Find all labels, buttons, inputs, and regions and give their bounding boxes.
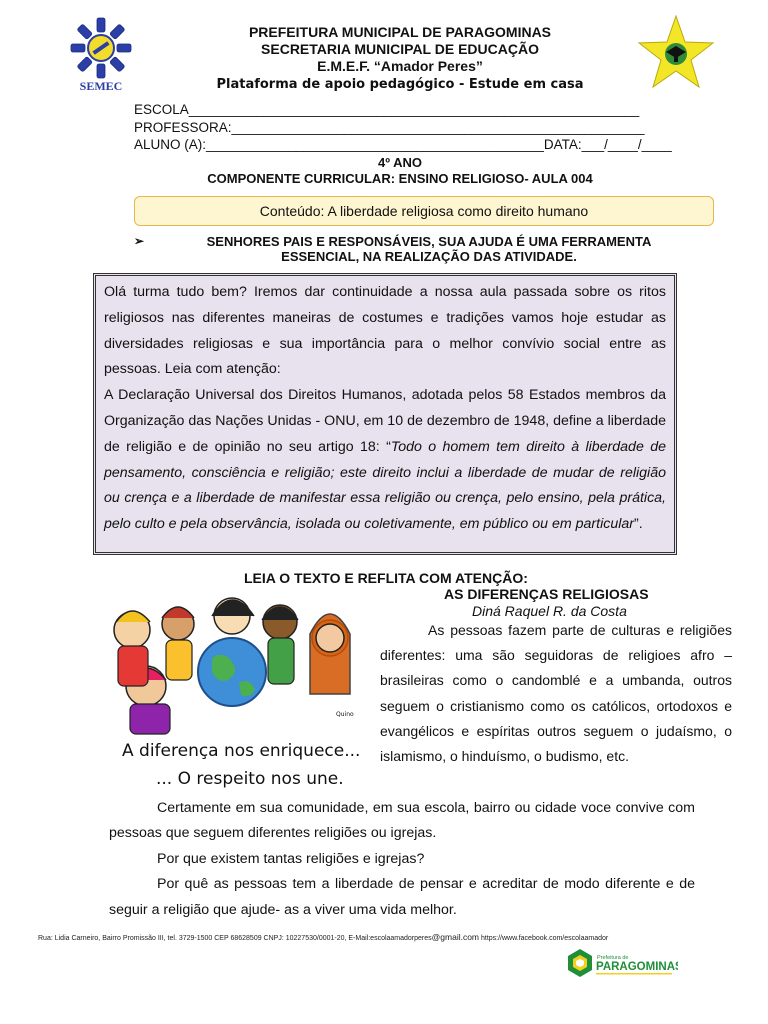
parents-notice-line1: SENHORES PAIS E RESPONSÁVEIS, SUA AJUDA É UMA FERRAMENTA (206, 234, 652, 249)
declaration-end: ”. (633, 516, 643, 533)
school-star-logo (636, 14, 716, 92)
footer-facebook-link[interactable]: https://www.facebook.com/escolaamador (479, 935, 609, 942)
header-secretaria: SECRETARIA MUNICIPAL DE EDUCAÇÃO (261, 41, 539, 57)
parents-notice (134, 234, 694, 264)
aluno-data-field: ALUNO (A):_____________________________________________DATA:___/____/____ (134, 137, 672, 152)
component-label: COMPONENTE CURRICULAR: ENSINO RELIGIOSO- AULA 004 (207, 171, 593, 186)
semec-logo (62, 14, 140, 96)
reflection-paragraph-1: Certamente em sua comunidade, em sua escola, bairro ou cidade voce convive com pessoas que seguem diferentes religiões ou igrejas. (109, 800, 695, 842)
footer-address (38, 932, 608, 942)
footer-gmail: @gmail.com (431, 932, 480, 942)
semec-label: SEMEC (79, 79, 123, 93)
paragominas-logo (566, 948, 678, 978)
declaration-text: A Declaração Universal dos Direitos Humanos, adotada pelos 58 Estados membros da Organização das Nações Unidas - ONU, em 10 de dezembro de 1948, define a liberdade de religião e de opinião no seu artigo 18: “ (104, 387, 666, 455)
article-18-quote: Todo o homem tem direito à liberdade de pensamento, consciência e religião; este direito inclui a liberdade de mudar de religião ou crença e a liberdade de manifestar essa religião ou crença, pelo ensino, pela prática, pelo culto e pela observância, isolada ou coletivamente, em público ou em particular (104, 438, 666, 533)
content-box: Conteúdo: A liberdade religiosa como direito humano (134, 196, 714, 226)
article-body: As pessoas fazem parte de culturas e religiões diferentes: uma são seguidoras de religioes afro – brasileiras como o candomblé e a umbanda, outros seguem o cristianismo como os católicos, ortodoxos e evangélicos e espíritas outros seguem o judaísmo, o islamismo, o hinduísmo, o budismo, etc. (380, 622, 732, 765)
intro-box (93, 273, 677, 555)
reflection-question-1: Por que existem tantas religiões e igrejas? (157, 850, 425, 867)
reflection-text (109, 796, 695, 923)
pref-logo-small: Prefeitura de (597, 955, 629, 961)
illustration-signature: Quino (336, 711, 354, 718)
escola-field: ESCOLA____________________________________________________________ (134, 102, 640, 117)
illustration-caption-1: A diferença nos enriquece... (122, 741, 361, 761)
header-prefeitura: PREFEITURA MUNICIPAL DE PARAGOMINAS (248, 24, 552, 40)
professora-field: PROFESSORA:_______________________________________________________ (134, 120, 645, 135)
footer-address-text: Rua: Lidia Carneiro, Bairro Promissão III, tel. 3729-1500 CEP 68628509 CNPJ: 10227530/0001-20, E-Mail:escolaamadorperes (38, 935, 432, 942)
reading-author: Diná Raquel R. da Costa (472, 603, 627, 619)
intro-paragraph: Olá turma tudo bem? Iremos dar continuidade a nossa aula passada sobre os ritos religiosos nas diferentes maneiras de costumes e tradições vamos hoje estudar as diversidades religiosas e sua importância para o melhor convívio social entre as pessoas. Leia com atenção: (104, 284, 666, 378)
reading-instruction: LEIA O TEXTO E REFLITA COM ATENÇÃO: (244, 570, 528, 586)
pref-logo-big: PARAGOMINAS (596, 961, 678, 973)
parents-notice-line2: ESSENCIAL, NA REALIZAÇÃO DAS ATIVIDADE. (281, 249, 577, 264)
reading-title: AS DIFERENÇAS RELIGIOSAS (444, 586, 649, 602)
diversity-illustration (104, 588, 372, 798)
illustration-caption-2: ... O respeito nos une. (156, 769, 344, 789)
header-school-name: E.M.E.F. “Amador Peres” (317, 58, 483, 74)
declaration-paragraph (104, 383, 666, 538)
reflection-question-2: Por quê as pessoas tem a liberdade de pensar e acreditar de modo diferente e de seguir a religião que ajude- as a viver uma vida melhor. (109, 876, 695, 918)
header-platform: Plataforma de apoio pedagógico - Estude em casa (216, 77, 584, 92)
arrow-bullet-icon: ➢ (134, 234, 145, 248)
grade-label: 4º ANO (378, 155, 422, 170)
